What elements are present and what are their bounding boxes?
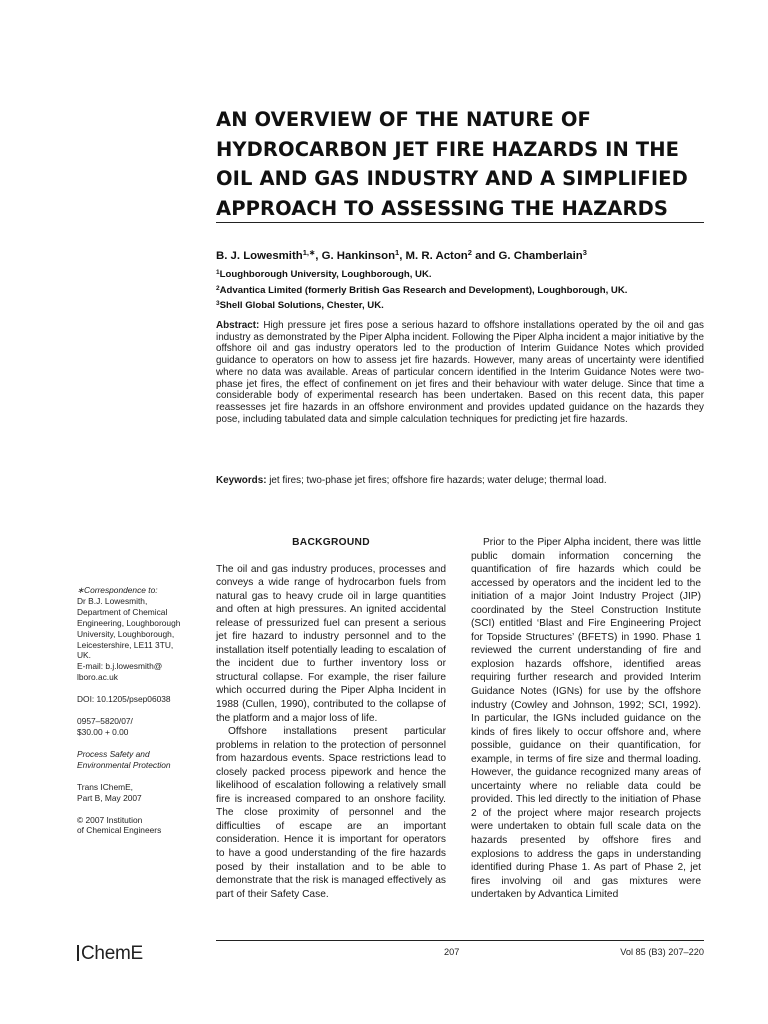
body-paragraph: Prior to the Piper Alpha incident, there was little public domain information concerning the quantification of fire hazards which could be accessed by operators and the incident led to the initiation of a major Joint Industry Project (JIP) coordinated by the Steel Construction Institute (SCI) entitled ‘Blast and Fire Engineering Project for Topside Structures’ (BFETS) in 1990. Phase 1 reviewed the current understanding of fire and explosion hazards offshore, identified areas requiring further research and provided Interim Guidance Notes (IGNs) for use by the offshore industry (Cowley and Johnson, 1992; SCI, 1992). In particular, the IGNs included guidance on the kinds of fires likely to occur offshore and, where possible, guidance on their quantification, for example, in terms of fire size and thermal loading. However, the guidance recognized many areas of uncertainty where no reliable data could be provided. This led directly to the initiation of Phase 2 of the project where major research projects were undertaken to obtain full scale data on the hazards presented by offshore fires and explosions to address the gaps in understanding identified during Phase 1. As part of Phase 2, jet fires involving oil and gas mixtures were undertaken by Advantica Limited bbox=[471, 537, 701, 901]
author-name: B. J. Lowesmith bbox=[216, 250, 303, 262]
body-paragraph: Offshore installations present particular problems in relation to the protection of personnel from hazardous events. Space restrictions lead to closely packed process pipework and hence the likelihood of escalation following a relatively small fire is increased compared to an onshore facility. The close proximity of personnel and the difficulties of escape are an important consideration. Hence it is important for operators to have a good understanding of the fire hazards posed by their installation and to be able to demonstrate that the risk is managed effectively as part of their Safety Case. bbox=[216, 726, 446, 900]
keywords-label: Keywords: bbox=[216, 475, 267, 486]
author-affil-mark: 3 bbox=[582, 248, 587, 257]
correspondence-label: ∗Correspondence to: bbox=[77, 585, 158, 595]
copyright: © 2007 Institution of Chemical Engineers bbox=[77, 814, 162, 836]
paper-title: AN OVERVIEW OF THE NATURE OF HYDROCARBON JET FIRE HAZARDS IN THE OIL AND GAS INDUSTRY AND A SIMPLIFIED APPROACH TO ASSESSING THE HAZARDS bbox=[216, 108, 688, 220]
page-number: 207 bbox=[444, 947, 460, 957]
section-heading: BACKGROUND bbox=[292, 537, 370, 548]
author-name: M. R. Acton bbox=[405, 250, 468, 262]
author-list: B. J. Lowesmith$^{1,∗}$, G. Hankinson$^1$, M. R. Acton$^2$ and G. Chamberlain$^3$ bbox=[216, 248, 587, 262]
email-link-cont[interactable]: lboro.ac.uk bbox=[77, 672, 118, 683]
body-column-left bbox=[216, 536, 446, 901]
body-column-right bbox=[471, 536, 701, 902]
author-name: G. Chamberlain bbox=[498, 250, 583, 262]
footer-rule bbox=[216, 940, 704, 941]
keywords-text: jet fires; two-phase jet fires; offshore fire hazards; water deluge; thermal load. bbox=[269, 475, 607, 486]
correspondence-block: ∗Correspondence to: Dr B.J. Lowesmith, Department of Chemical Engineering, Loughborough University, Loughborough, Leicestershire, LE11 3TU, UK. E-mail: b.j.lowesmith@ lboro.ac.uk bbox=[77, 585, 205, 683]
volume-info: Vol 85 (B3) 207–220 bbox=[620, 947, 704, 957]
keywords bbox=[216, 475, 704, 487]
body-paragraph: The oil and gas industry produces, processes and conveys a wide range of hydrocarbon fuels from natural gas to heavy crude oil in large quantities and often at high pressures. An ignited accidental release of pressurized fuel can present a serious jet fire hazard to industry personnel and to the installation itself potentially leading to escalation of the incident due to further inventory loss or structural collapse. For example, the riser failure which occurred during the Piper Alpha Incident in 1988 (Cullen, 1990), contributed to the collapse of the platform and a major loss of life. bbox=[216, 563, 446, 724]
title-rule bbox=[216, 222, 704, 223]
affiliation-list bbox=[216, 266, 706, 313]
issn: 0957–5820/07/ $30.00 + 0.00 bbox=[77, 716, 133, 737]
doi: DOI: 10.1205/psep06038 bbox=[77, 694, 171, 705]
affiliation: $^3$Shell Global Solutions, Chester, UK. bbox=[216, 300, 384, 311]
affiliation: $^1$Loughborough University, Loughborough, UK. bbox=[216, 269, 432, 280]
author-affil-mark: 1,∗ bbox=[302, 248, 316, 257]
author-affil-mark: 1 bbox=[395, 248, 400, 257]
trans-info: Trans IChemE, Part B, May 2007 bbox=[77, 781, 142, 803]
journal-name: Process Safety and Environmental Protection bbox=[77, 748, 171, 770]
abstract bbox=[216, 320, 704, 425]
author-affil-mark: 2 bbox=[467, 248, 472, 257]
icheme-logo: ChemE bbox=[77, 943, 143, 965]
abstract-text: High pressure jet fires pose a serious hazard to offshore installations operated by the oil and gas industry as demonstrated by the Piper Alpha incident. Following the Piper Alpha incident a major initiative by the offshore oil and gas industry operators led to the production of Interim Guidance Notes which provided guidance to operators on how to assess jet fire hazards. However, many areas of uncertainty were identified where no data was available. Areas of particular concern identified in the Interim Guidance Notes were two-phase jet fires, the effect of confinement on jet fires and their behaviour with water deluge. Since that time a considerable body of experimental research has been undertaken. Based on this recent data, this paper reassesses jet fire hazards in an offshore environment and provides updated guidance on the hazards they pose, including tabulated data and simple calculation techniques for predicting jet fire hazards. bbox=[216, 320, 704, 425]
affiliation: $^2$Advantica Limited (formerly British Gas Research and Development), Loughborough, UK. bbox=[216, 284, 628, 296]
abstract-label: Abstract: bbox=[216, 320, 260, 331]
email-link[interactable]: E-mail: b.j.lowesmith@ bbox=[77, 661, 163, 672]
margin-notes bbox=[77, 585, 205, 847]
author-name: G. Hankinson bbox=[321, 250, 396, 262]
